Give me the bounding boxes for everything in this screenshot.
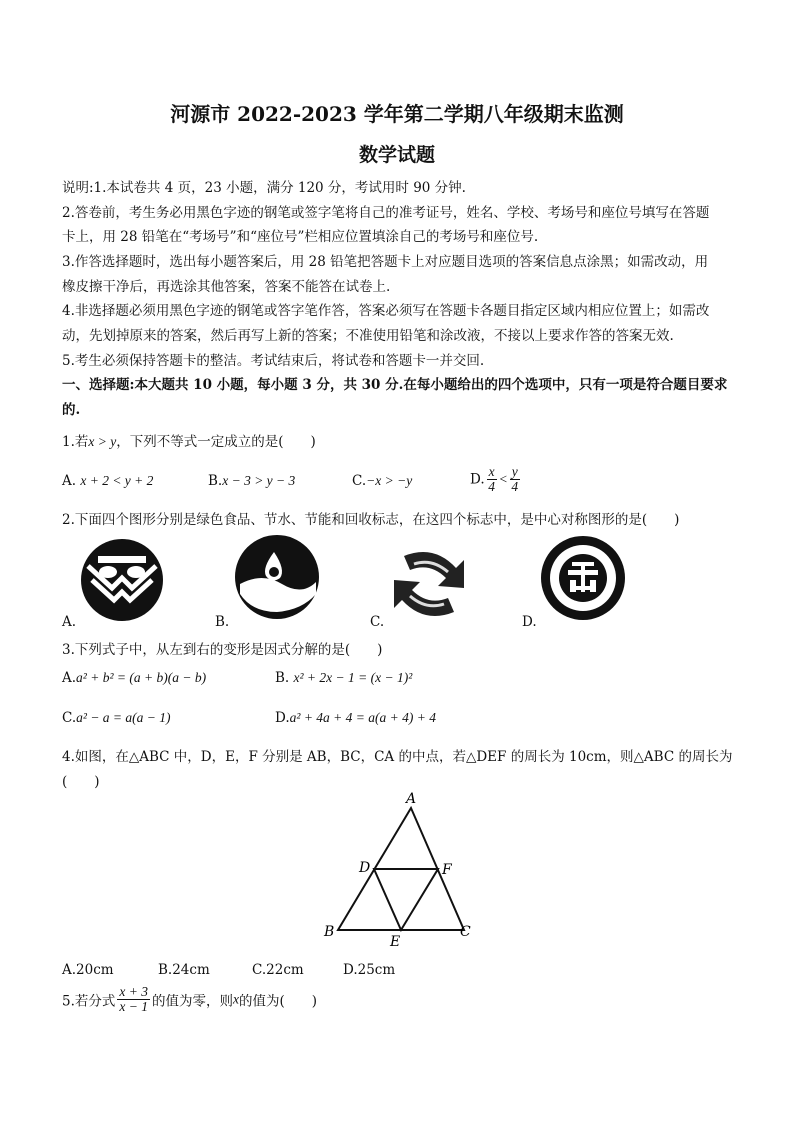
question-1-option-b: B.x − 3 > y − 3: [208, 473, 296, 489]
question-2-option-a: A.: [62, 614, 77, 630]
question-3-stem: 3.下列式子中，从左到右的变形是因式分解的是( ): [62, 642, 383, 658]
question-3-option-c: C.a² − a = a(a − 1): [62, 710, 171, 726]
section-heading-a: 一、选择题:本大题共 10 小题，每小题 3 分，共 30 分.在每小题给出的四个选项中，只有一项是符合题目要求: [62, 377, 728, 393]
energy-saving-logo: [384, 546, 474, 622]
green-food-logo: [78, 536, 166, 624]
section-heading-b: 的.: [62, 402, 81, 418]
exam-title: 河源市 2022-2023 学年第二学期八年级期末监测: [170, 102, 624, 126]
question-1-option-a: A. x + 2 < y + 2: [62, 473, 154, 489]
question-4-option-a: A.20cm: [62, 962, 114, 978]
triangle-figure: [318, 790, 478, 950]
vertex-label-d: D: [359, 860, 371, 876]
question-3-option-d: D.a² + 4a + 4 = a(a + 4) + 4: [275, 710, 436, 726]
instruction-2a: 2.答卷前，考生务必用黑色字迹的钢笔或签字笔将自己的准考证号，姓名、学校、考场号和座位号填写在答题: [62, 205, 710, 221]
question-1-stem: 1.若x > y，下列不等式一定成立的是( ): [62, 434, 316, 450]
question-4-stem-a: 4.如图，在△ABC 中，D，E，F 分别是 AB，BC，CA 的中点，若△DEF 的周长为 10cm，则△ABC 的周长为: [62, 749, 733, 765]
water-saving-logo: [232, 532, 322, 622]
vertex-label-b: B: [324, 924, 335, 940]
question-3-option-a: A.a² + b² = (a + b)(a − b): [62, 670, 207, 686]
question-2-option-d: D.: [522, 614, 537, 630]
question-3-option-b: B. x² + 2x − 1 = (x − 1)²: [275, 670, 413, 686]
vertex-label-f: F: [442, 862, 452, 878]
instruction-3a: 3.作答选择题时，选出每小题答案后，用 28 铅笔把答题卡上对应题目选项的答案信息点涂黑；如需改动，用: [62, 254, 709, 270]
question-2-option-c: C.: [370, 614, 385, 630]
instruction-2b: 卡上，用 28 铅笔在“考场号”和“座位号”栏相应位置填涂自己的考场号和座位号.: [62, 229, 539, 245]
exam-subtitle: 数学试题: [358, 144, 435, 166]
question-2-stem: 2.下面四个图形分别是绿色食品、节水、节能和回收标志，在这四个标志中，是中心对称图形的是( ): [62, 512, 680, 528]
question-2-option-b: B.: [215, 614, 230, 630]
vertex-label-c: C: [460, 924, 471, 940]
instruction-5: 5.考生必须保持答题卡的整洁。考试结束后，将试卷和答题卡一并交回.: [62, 353, 485, 369]
question-1-option-c: C.−x > −y: [352, 473, 413, 489]
vertex-label-a: A: [406, 791, 417, 807]
question-4-option-b: B.24cm: [158, 962, 210, 978]
question-5-stem: 5.若分式 $\frac{x + 3}{x - 1}$ 的值为零，则x的值为( ): [62, 984, 318, 1014]
question-4-stem-b: ( ): [62, 774, 100, 790]
vertex-label-e: E: [390, 934, 401, 950]
instruction-4b: 动，先划掉原来的答案，然后再写上新的答案；不准使用铅笔和涂改液，不接以上要求作答的答案无效.: [62, 328, 674, 344]
question-4-option-d: D.25cm: [343, 962, 396, 978]
recycling-logo: [538, 534, 628, 622]
instruction-4a: 4.非选择题必须用黑色字迹的钢笔或答字笔作答，答案必须写在答题卡各题目指定区域内相应位置上；如需改: [62, 303, 710, 319]
instruction-3b: 橡皮擦干净后，再选涂其他答案，答案不能答在试卷上.: [62, 279, 391, 295]
question-1-option-d: D. $\frac{x}{4}$ < $\frac{y}{4}$: [470, 464, 519, 494]
question-4-option-c: C.22cm: [252, 962, 304, 978]
instruction-1: 说明:1.本试卷共 4 页，23 小题，满分 120 分，考试用时 90 分钟.: [62, 180, 466, 196]
